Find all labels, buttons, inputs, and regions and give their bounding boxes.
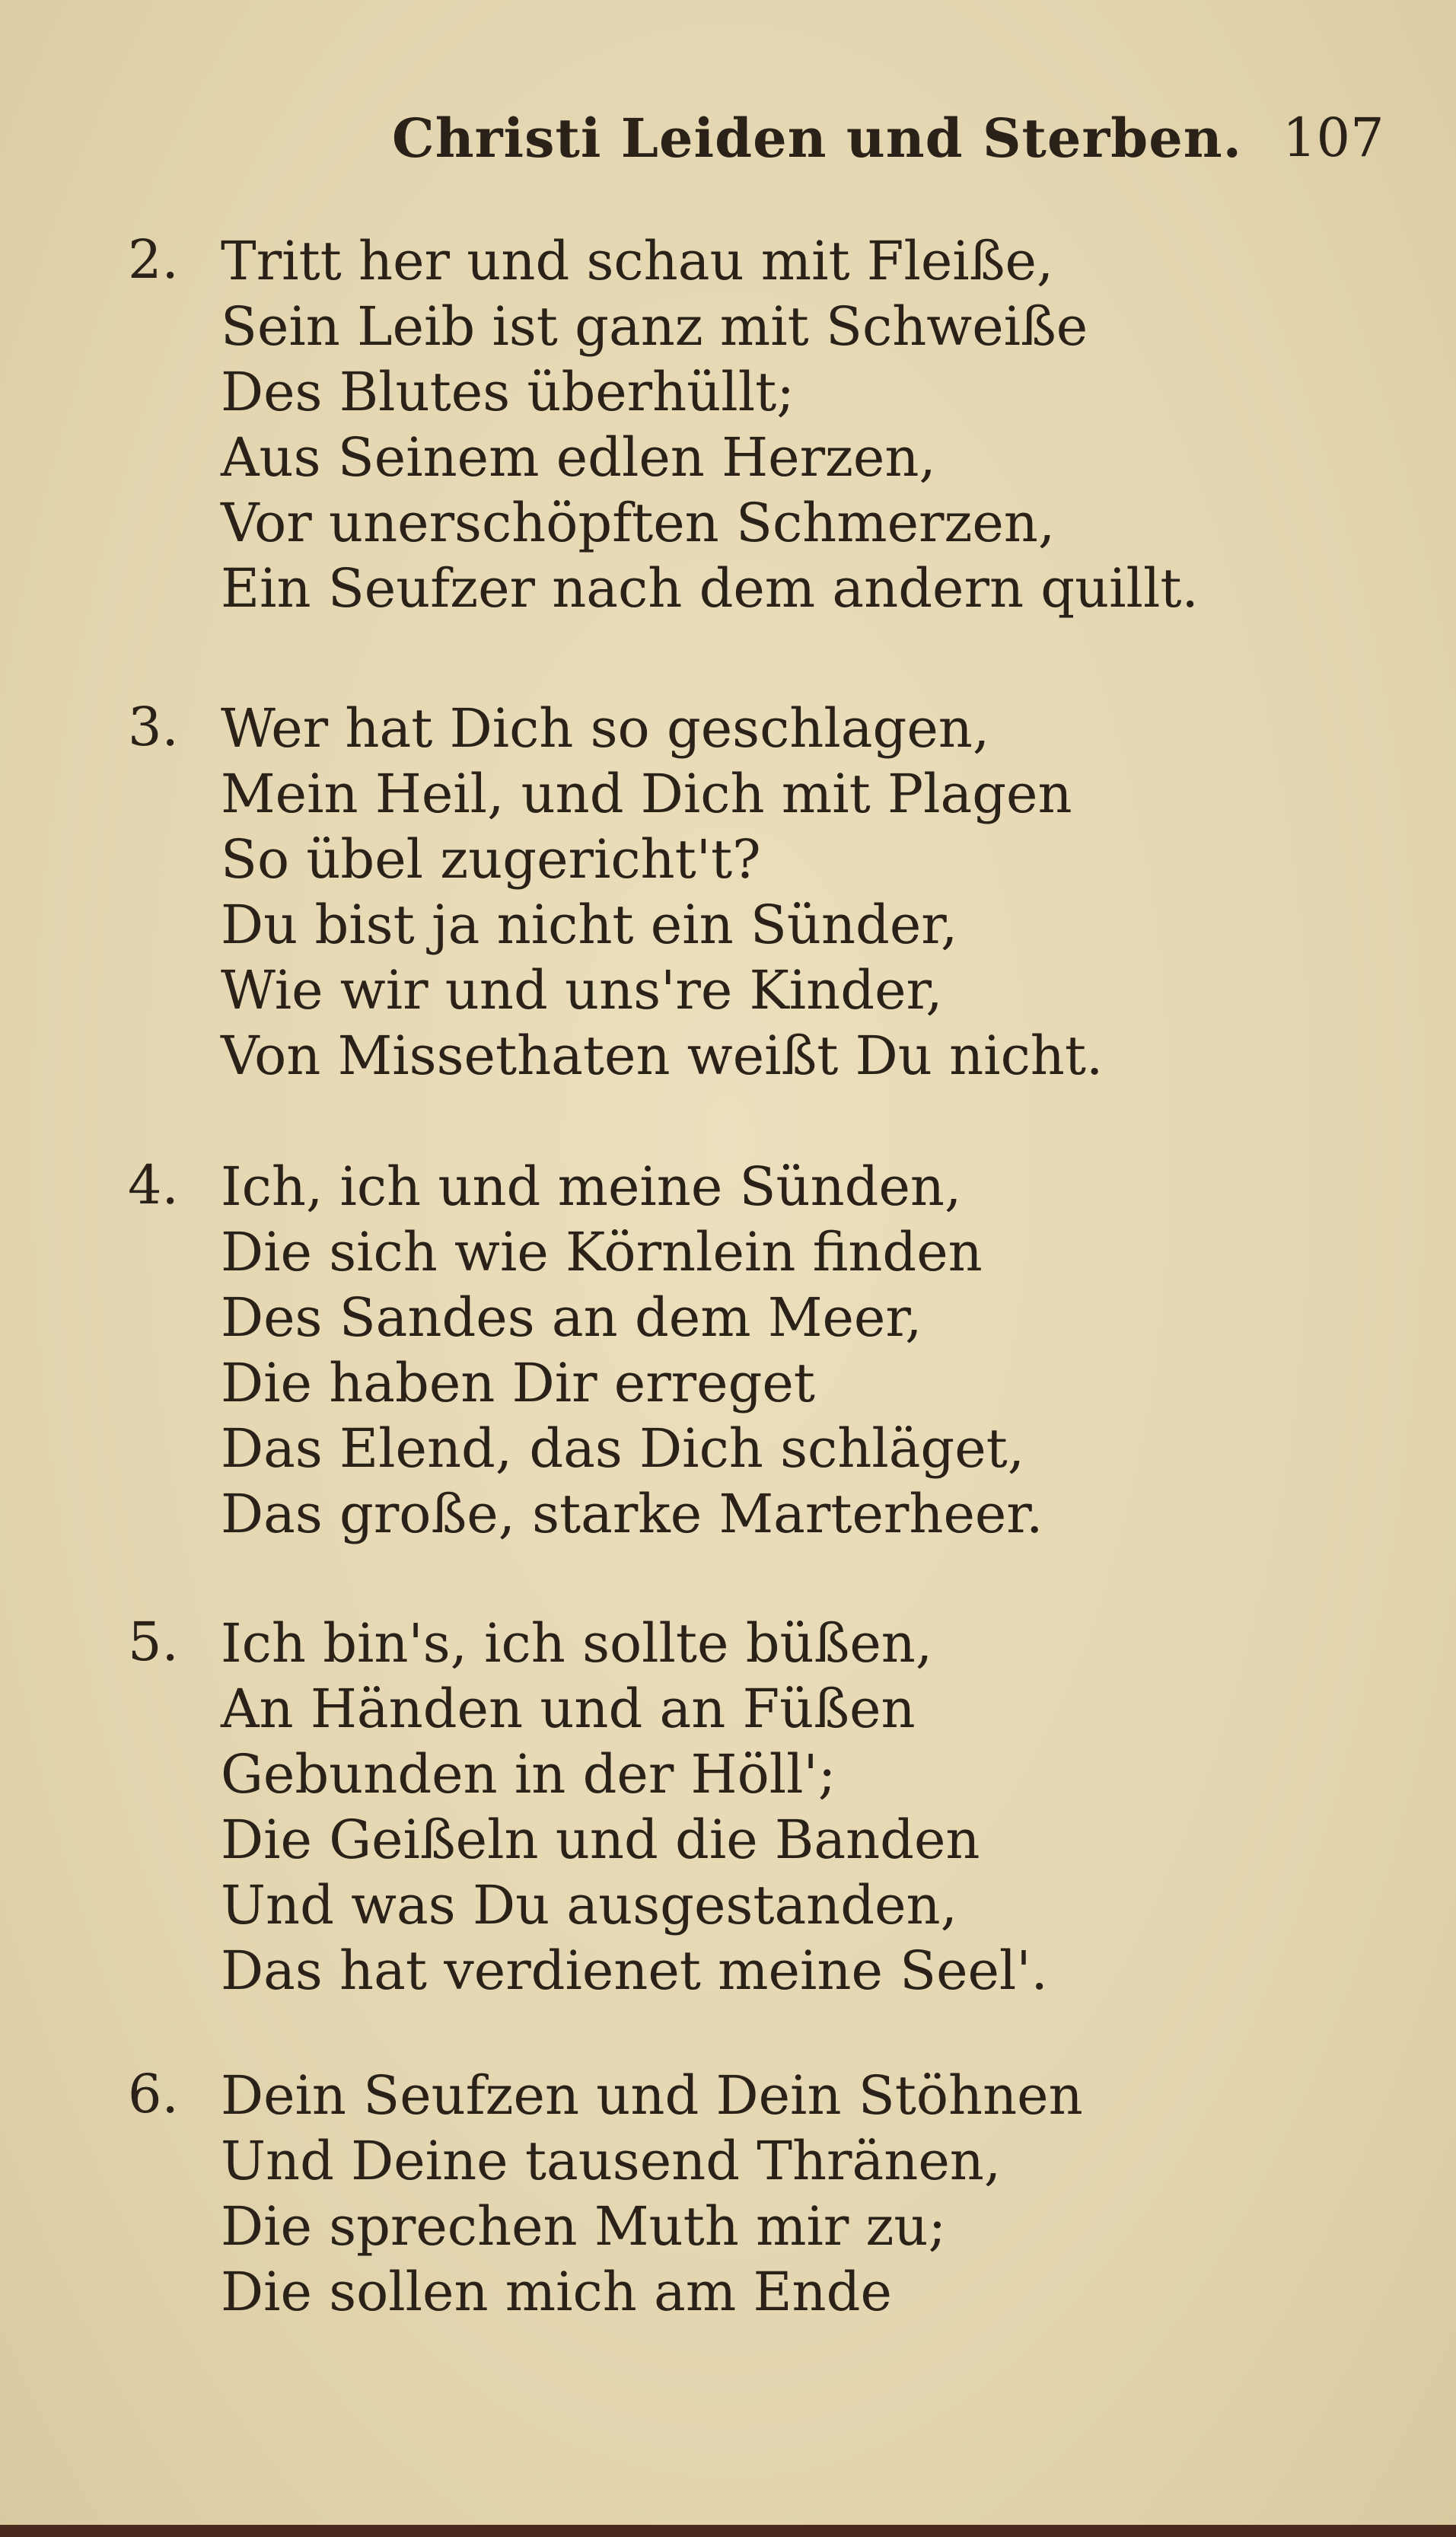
verse-line: Die haben Dir erreget [221,1352,815,1414]
verse-line: Du bist ja nicht ein Sünder, [221,894,958,956]
verse-line: Mein Heil, und Dich mit Plagen [221,763,1072,825]
verse-line: Des Blutes überhüllt; [221,361,795,423]
stanza-number: 4. [128,1154,179,1216]
stanza-number: 3. [128,696,179,758]
page-header [0,107,1456,175]
verse-line: Ich bin's, ich sollte büßen, [221,1612,933,1675]
verse-line: Die sollen mich am Ende [221,2261,892,2323]
verse-line: Das Elend, das Dich schläget, [221,1417,1025,1480]
verse-line: Die Geißeln und die Banden [221,1809,980,1871]
stanza-lines [221,228,1408,621]
verse-line: Ein Seufzer nach dem andern quillt. [221,557,1199,620]
stanza-lines [221,2063,1408,2325]
verse-line: Aus Seinem edlen Herzen, [221,426,936,489]
verse-line: So übel zugericht't? [221,828,761,891]
verse-line: Dein Seufzen und Dein Stöhnen [221,2064,1083,2127]
verse-line: An Händen und an Füßen [221,1678,916,1740]
verse-line: Wer hat Dich so geschlagen, [221,697,990,760]
verse-line: Tritt her und schau mit Fleiße, [221,230,1054,292]
stanza-lines [221,1611,1408,2003]
verse-line: Gebunden in der Höll'; [221,1743,836,1806]
verse-line: Die sich wie Körnlein finden [221,1221,983,1283]
verse-line: Ich, ich und meine Sünden, [221,1155,962,1218]
verse-line: Sein Leib ist ganz mit Schweiße [221,295,1088,358]
stanza-lines [221,696,1408,1088]
stanza-lines [221,1154,1408,1547]
stanza-number: 5. [128,1611,179,1673]
verse-line: Und Deine tausend Thränen, [221,2130,1002,2192]
verse-line: Wie wir und uns're Kinder, [221,959,943,1021]
verse-line: Vor unerschöpften Schmerzen, [221,492,1056,554]
stanza-number: 2. [128,228,179,291]
verse-line: Die sprechen Muth mir zu; [221,2195,947,2258]
page-number: 107 [1282,107,1384,169]
verse-line: Und was Du ausgestanden, [221,1874,957,1936]
verse-line: Des Sandes an dem Meer, [221,1286,922,1349]
verse-line: Von Missethaten weißt Du nicht. [221,1025,1104,1087]
page-bottom-edge [0,2525,1456,2537]
stanza-number: 6. [128,2063,179,2125]
running-title: Christi Leiden und Sterben. [392,107,1243,170]
verse-line: Das hat verdienet meine Seel'. [221,1939,1048,2002]
verse-line: Das große, starke Marterheer. [221,1483,1043,1545]
